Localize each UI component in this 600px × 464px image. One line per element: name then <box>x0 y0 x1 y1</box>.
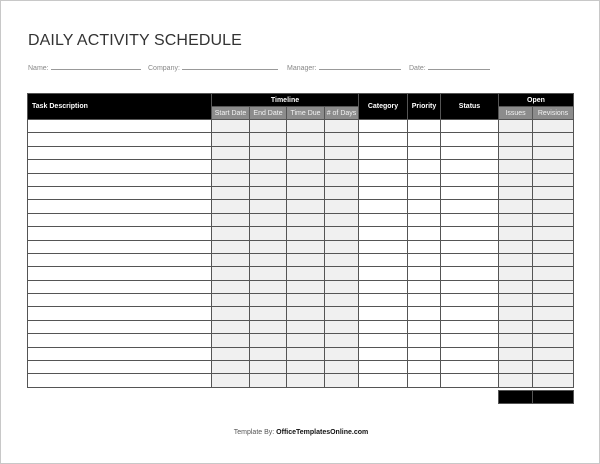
status-cell[interactable] <box>441 294 499 307</box>
start-date-cell[interactable] <box>212 200 250 213</box>
priority-cell[interactable] <box>408 240 441 253</box>
priority-cell[interactable] <box>408 227 441 240</box>
category-cell[interactable] <box>359 200 408 213</box>
header-issues: Issues <box>499 107 533 120</box>
start-date-cell[interactable] <box>212 267 250 280</box>
category-cell[interactable] <box>359 294 408 307</box>
status-cell[interactable] <box>441 240 499 253</box>
issues-cell[interactable] <box>499 374 533 387</box>
issues-cell[interactable] <box>499 146 533 159</box>
status-cell[interactable] <box>441 347 499 360</box>
category-cell[interactable] <box>359 361 408 374</box>
date-input-line[interactable] <box>428 63 490 70</box>
end-date-cell[interactable] <box>250 120 287 133</box>
task-description-cell[interactable] <box>28 267 212 280</box>
header-time-due: Time Due <box>287 107 325 120</box>
manager-input-line[interactable] <box>319 63 401 70</box>
start-date-cell[interactable] <box>212 133 250 146</box>
time-due-cell[interactable] <box>287 120 325 133</box>
num-days-cell[interactable] <box>325 267 359 280</box>
priority-cell[interactable] <box>408 347 441 360</box>
time-due-cell[interactable] <box>287 307 325 320</box>
priority-cell[interactable] <box>408 374 441 387</box>
start-date-cell[interactable] <box>212 361 250 374</box>
priority-cell[interactable] <box>408 280 441 293</box>
status-cell[interactable] <box>441 334 499 347</box>
time-due-cell[interactable] <box>287 173 325 186</box>
num-days-cell[interactable] <box>325 173 359 186</box>
time-due-cell[interactable] <box>287 213 325 226</box>
category-cell[interactable] <box>359 334 408 347</box>
manager-field[interactable] <box>287 63 401 72</box>
end-date-cell[interactable] <box>250 320 287 333</box>
num-days-cell[interactable] <box>325 160 359 173</box>
task-description-cell[interactable] <box>28 361 212 374</box>
issues-cell[interactable] <box>499 267 533 280</box>
start-date-cell[interactable] <box>212 227 250 240</box>
priority-cell[interactable] <box>408 294 441 307</box>
time-due-cell[interactable] <box>287 160 325 173</box>
start-date-cell[interactable] <box>212 320 250 333</box>
status-cell[interactable] <box>441 280 499 293</box>
task-description-cell[interactable] <box>28 294 212 307</box>
start-date-cell[interactable] <box>212 347 250 360</box>
start-date-cell[interactable] <box>212 186 250 199</box>
end-date-cell[interactable] <box>250 213 287 226</box>
task-description-cell[interactable] <box>28 173 212 186</box>
issues-cell[interactable] <box>499 173 533 186</box>
start-date-cell[interactable] <box>212 213 250 226</box>
start-date-cell[interactable] <box>212 146 250 159</box>
issues-cell[interactable] <box>499 361 533 374</box>
status-cell[interactable] <box>441 173 499 186</box>
start-date-cell[interactable] <box>212 374 250 387</box>
end-date-cell[interactable] <box>250 146 287 159</box>
end-date-cell[interactable] <box>250 307 287 320</box>
num-days-cell[interactable] <box>325 186 359 199</box>
num-days-cell[interactable] <box>325 374 359 387</box>
table-row <box>28 334 574 347</box>
schedule-body <box>28 120 574 388</box>
category-cell[interactable] <box>359 253 408 266</box>
table-row <box>28 280 574 293</box>
time-due-cell[interactable] <box>287 200 325 213</box>
end-date-cell[interactable] <box>250 240 287 253</box>
time-due-cell[interactable] <box>287 334 325 347</box>
priority-cell[interactable] <box>408 307 441 320</box>
end-date-cell[interactable] <box>250 361 287 374</box>
table-row <box>28 347 574 360</box>
task-description-cell[interactable] <box>28 186 212 199</box>
priority-cell[interactable] <box>408 173 441 186</box>
task-description-cell[interactable] <box>28 320 212 333</box>
status-cell[interactable] <box>441 227 499 240</box>
status-cell[interactable] <box>441 307 499 320</box>
status-cell[interactable] <box>441 186 499 199</box>
priority-cell[interactable] <box>408 334 441 347</box>
table-row <box>28 361 574 374</box>
revisions-cell[interactable] <box>533 200 574 213</box>
end-date-cell[interactable] <box>250 374 287 387</box>
table-row <box>28 227 574 240</box>
issues-cell[interactable] <box>499 347 533 360</box>
start-date-cell[interactable] <box>212 253 250 266</box>
num-days-cell[interactable] <box>325 294 359 307</box>
table-row <box>28 374 574 387</box>
date-field[interactable] <box>409 63 490 72</box>
revisions-cell[interactable] <box>533 361 574 374</box>
category-cell[interactable] <box>359 267 408 280</box>
header-end-date: End Date <box>250 107 287 120</box>
name-field[interactable] <box>28 63 141 72</box>
revisions-cell[interactable] <box>533 160 574 173</box>
company-input-line[interactable] <box>182 63 278 70</box>
end-date-cell[interactable] <box>250 253 287 266</box>
status-cell[interactable] <box>441 133 499 146</box>
category-cell[interactable] <box>359 374 408 387</box>
priority-cell[interactable] <box>408 133 441 146</box>
status-cell[interactable] <box>441 320 499 333</box>
time-due-cell[interactable] <box>287 280 325 293</box>
issues-cell[interactable] <box>499 280 533 293</box>
start-date-cell[interactable] <box>212 280 250 293</box>
priority-cell[interactable] <box>408 253 441 266</box>
task-description-cell[interactable] <box>28 334 212 347</box>
table-row <box>28 294 574 307</box>
revisions-cell[interactable] <box>533 240 574 253</box>
priority-cell[interactable] <box>408 267 441 280</box>
schedule-table <box>27 93 574 388</box>
header-status: Status <box>441 94 499 120</box>
revisions-cell[interactable] <box>533 186 574 199</box>
table-row <box>28 320 574 333</box>
manager-label: Manager: <box>287 65 317 72</box>
num-days-cell[interactable] <box>325 347 359 360</box>
priority-cell[interactable] <box>408 146 441 159</box>
task-description-cell[interactable] <box>28 227 212 240</box>
status-cell[interactable] <box>441 146 499 159</box>
end-date-cell[interactable] <box>250 334 287 347</box>
num-days-cell[interactable] <box>325 133 359 146</box>
issues-cell[interactable] <box>499 334 533 347</box>
task-description-cell[interactable] <box>28 347 212 360</box>
end-date-cell[interactable] <box>250 200 287 213</box>
issues-cell[interactable] <box>499 320 533 333</box>
table-row <box>28 200 574 213</box>
header-start-date: Start Date <box>212 107 250 120</box>
header-open: Open <box>499 94 574 107</box>
num-days-cell[interactable] <box>325 253 359 266</box>
name-label: Name: <box>28 65 49 72</box>
priority-cell[interactable] <box>408 213 441 226</box>
category-cell[interactable] <box>359 120 408 133</box>
revisions-cell[interactable] <box>533 307 574 320</box>
issues-cell[interactable] <box>499 133 533 146</box>
time-due-cell[interactable] <box>287 133 325 146</box>
status-cell[interactable] <box>441 267 499 280</box>
table-row <box>28 213 574 226</box>
num-days-cell[interactable] <box>325 213 359 226</box>
end-date-cell[interactable] <box>250 186 287 199</box>
category-cell[interactable] <box>359 240 408 253</box>
date-label: Date: <box>409 65 426 72</box>
status-cell[interactable] <box>441 253 499 266</box>
time-due-cell[interactable] <box>287 227 325 240</box>
issues-cell[interactable] <box>499 200 533 213</box>
table-row <box>28 173 574 186</box>
table-row <box>28 120 574 133</box>
start-date-cell[interactable] <box>212 160 250 173</box>
revisions-cell[interactable] <box>533 280 574 293</box>
time-due-cell[interactable] <box>287 374 325 387</box>
table-row <box>28 253 574 266</box>
footer-brand: OfficeTemplatesOnline.com <box>276 429 369 436</box>
status-cell[interactable] <box>441 374 499 387</box>
num-days-cell[interactable] <box>325 146 359 159</box>
category-cell[interactable] <box>359 347 408 360</box>
table-row <box>28 267 574 280</box>
end-date-cell[interactable] <box>250 160 287 173</box>
issues-cell[interactable] <box>499 307 533 320</box>
time-due-cell[interactable] <box>287 253 325 266</box>
task-description-cell[interactable] <box>28 253 212 266</box>
issues-cell[interactable] <box>499 160 533 173</box>
company-label: Company: <box>148 65 180 72</box>
revisions-cell[interactable] <box>533 120 574 133</box>
table-row <box>28 133 574 146</box>
time-due-cell[interactable] <box>287 267 325 280</box>
time-due-cell[interactable] <box>287 186 325 199</box>
time-due-cell[interactable] <box>287 240 325 253</box>
revisions-cell[interactable] <box>533 267 574 280</box>
status-cell[interactable] <box>441 213 499 226</box>
task-description-cell[interactable] <box>28 280 212 293</box>
issues-cell[interactable] <box>499 227 533 240</box>
header-num-days: # of Days <box>325 107 359 120</box>
end-date-cell[interactable] <box>250 280 287 293</box>
num-days-cell[interactable] <box>325 334 359 347</box>
header-task-description: Task Description <box>28 94 212 120</box>
task-description-cell[interactable] <box>28 160 212 173</box>
table-row <box>28 146 574 159</box>
footer-credit <box>1 429 600 436</box>
category-cell[interactable] <box>359 307 408 320</box>
num-days-cell[interactable] <box>325 361 359 374</box>
table-row <box>28 160 574 173</box>
task-description-cell[interactable] <box>28 120 212 133</box>
time-due-cell[interactable] <box>287 361 325 374</box>
name-input-line[interactable] <box>51 63 141 70</box>
company-field[interactable] <box>148 63 278 72</box>
end-date-cell[interactable] <box>250 173 287 186</box>
table-row <box>28 186 574 199</box>
revisions-cell[interactable] <box>533 347 574 360</box>
priority-cell[interactable] <box>408 320 441 333</box>
issues-cell[interactable] <box>499 294 533 307</box>
start-date-cell[interactable] <box>212 173 250 186</box>
num-days-cell[interactable] <box>325 320 359 333</box>
header-category: Category <box>359 94 408 120</box>
header-priority: Priority <box>408 94 441 120</box>
table-row <box>28 307 574 320</box>
start-date-cell[interactable] <box>212 334 250 347</box>
category-cell[interactable] <box>359 173 408 186</box>
issues-cell[interactable] <box>499 186 533 199</box>
start-date-cell[interactable] <box>212 294 250 307</box>
revisions-cell[interactable] <box>533 294 574 307</box>
page-title: DAILY ACTIVITY SCHEDULE <box>28 32 242 49</box>
end-date-cell[interactable] <box>250 227 287 240</box>
start-date-cell[interactable] <box>212 307 250 320</box>
end-date-cell[interactable] <box>250 267 287 280</box>
end-date-cell[interactable] <box>250 133 287 146</box>
revisions-cell[interactable] <box>533 133 574 146</box>
time-due-cell[interactable] <box>287 146 325 159</box>
priority-cell[interactable] <box>408 120 441 133</box>
status-cell[interactable] <box>441 160 499 173</box>
table-row <box>28 240 574 253</box>
end-date-cell[interactable] <box>250 347 287 360</box>
revisions-cell[interactable] <box>533 173 574 186</box>
num-days-cell[interactable] <box>325 227 359 240</box>
category-cell[interactable] <box>359 146 408 159</box>
time-due-cell[interactable] <box>287 347 325 360</box>
status-cell[interactable] <box>441 200 499 213</box>
task-description-cell[interactable] <box>28 307 212 320</box>
num-days-cell[interactable] <box>325 307 359 320</box>
category-cell[interactable] <box>359 133 408 146</box>
priority-cell[interactable] <box>408 186 441 199</box>
revisions-cell[interactable] <box>533 253 574 266</box>
category-cell[interactable] <box>359 160 408 173</box>
footer-prefix: Template By: <box>233 429 277 436</box>
priority-cell[interactable] <box>408 361 441 374</box>
task-description-cell[interactable] <box>28 240 212 253</box>
revisions-cell[interactable] <box>533 374 574 387</box>
task-description-cell[interactable] <box>28 374 212 387</box>
revisions-cell[interactable] <box>533 334 574 347</box>
issues-cell[interactable] <box>499 213 533 226</box>
time-due-cell[interactable] <box>287 294 325 307</box>
task-description-cell[interactable] <box>28 146 212 159</box>
header-revisions: Revisions <box>533 107 574 120</box>
header-timeline: Timeline <box>212 94 359 107</box>
status-cell[interactable] <box>441 120 499 133</box>
category-cell[interactable] <box>359 186 408 199</box>
num-days-cell[interactable] <box>325 280 359 293</box>
issues-cell[interactable] <box>499 240 533 253</box>
start-date-cell[interactable] <box>212 120 250 133</box>
revisions-cell[interactable] <box>533 227 574 240</box>
task-description-cell[interactable] <box>28 133 212 146</box>
issues-total-cell <box>498 390 533 404</box>
category-cell[interactable] <box>359 280 408 293</box>
revisions-cell[interactable] <box>533 320 574 333</box>
revisions-total-cell <box>532 390 574 404</box>
time-due-cell[interactable] <box>287 320 325 333</box>
start-date-cell[interactable] <box>212 240 250 253</box>
revisions-cell[interactable] <box>533 213 574 226</box>
num-days-cell[interactable] <box>325 240 359 253</box>
revisions-cell[interactable] <box>533 146 574 159</box>
task-description-cell[interactable] <box>28 213 212 226</box>
end-date-cell[interactable] <box>250 294 287 307</box>
category-cell[interactable] <box>359 320 408 333</box>
task-description-cell[interactable] <box>28 200 212 213</box>
priority-cell[interactable] <box>408 160 441 173</box>
issues-cell[interactable] <box>499 253 533 266</box>
priority-cell[interactable] <box>408 200 441 213</box>
issues-cell[interactable] <box>499 120 533 133</box>
num-days-cell[interactable] <box>325 200 359 213</box>
status-cell[interactable] <box>441 361 499 374</box>
category-cell[interactable] <box>359 213 408 226</box>
num-days-cell[interactable] <box>325 120 359 133</box>
category-cell[interactable] <box>359 227 408 240</box>
